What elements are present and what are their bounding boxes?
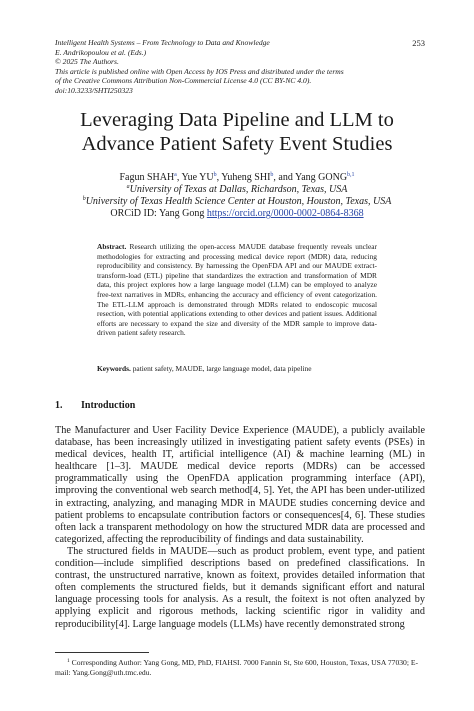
body-line: language processing tools for analysis. As a result, the foitext is not often analyzed by [55, 594, 425, 606]
abstract-text: extraction and transformation of MDR data, this project explores how a large [97, 270, 377, 290]
keywords-label: Keywords. [97, 364, 131, 373]
header-line: doi:10.3233/SHTI250323 [55, 85, 133, 95]
author-list [40, 172, 434, 184]
abstract [97, 242, 377, 338]
footnote-rule [55, 652, 149, 653]
body-line: improving the conventional web search method[4, 5]. Yet, the API has been under- [55, 485, 395, 497]
header-line: E. Andrikopoulou et al. (Eds.) [55, 47, 147, 57]
body-line: applying explicit and rigorous methods, lacking scientific rigor in validity and [55, 606, 425, 618]
abstract-text: data, reducing reproducibility and consistency. By harnessing the OpenFDA API [97, 251, 377, 271]
header-line: of the Creative Commons Attribution Non-Commercial License 4.0 (CC BY-NC 4.0). [55, 76, 312, 86]
abstract-text: enhancing the accuracy and efficiency of event categorization. The ETL-LLM [97, 289, 377, 309]
affiliation [40, 196, 434, 208]
title-line: Leveraging Data Pipeline and LLM to [80, 109, 394, 131]
footnote-text: 77030; E-mail: Yang.Gong@uth.tmc.edu. [55, 658, 419, 677]
body-line: reproducibility[4]. Large language models (LLMs) have recently demonstrated strong [55, 618, 405, 630]
keywords-text: patient safety, MAUDE, large language model, data pipeline [132, 364, 312, 373]
abstract-text: efforts are necessary to expand the size and diversity of the MDR sample to improve [97, 318, 360, 328]
author-affil-mark[interactable]: b,1 [347, 172, 355, 178]
footnote-mark: 1 [67, 658, 70, 664]
body-line: The structured fields in MAUDE—such as product problem, event type, and patient [67, 545, 425, 557]
abstract-text: approach is demonstrated through MDRs related to endoscopic mucosal resection, [97, 299, 377, 319]
author-affil-mark[interactable]: b [270, 172, 274, 178]
body-line: sustainability. [307, 533, 364, 545]
author-separator: , [176, 172, 180, 183]
affiliation-text: University of Texas Health Science Center at Houston, Houston, Texas, USA [85, 196, 392, 207]
body-line: condition—include simplified descriptions based on predefined classifications. In [55, 558, 425, 570]
header-line: This article is published online with Open Access by IOS Press and distributed under the terms [55, 66, 344, 76]
body-text [55, 425, 425, 631]
orcid-label: ORCiD ID: Yang Gong [110, 208, 205, 219]
author-affil-mark[interactable]: a [174, 172, 177, 178]
running-header [55, 38, 435, 96]
orcid-link[interactable]: https://orcid.org/0000-0002-0864-8368 [206, 208, 364, 219]
abstract-text: with potential applications extending to other devices and patient issues. Additional [127, 309, 377, 319]
page-number: 253 [412, 38, 425, 48]
body-line: device and patient problems to encapsulate contribution factors or consequences[4, 6]. [55, 497, 426, 521]
body-line: The Manufacturer and User Facility Device Experience (MAUDE), a publicly available [55, 425, 425, 436]
section-title: Introduction [81, 400, 136, 411]
abstract-text: unclear methodologies for extracting and processing medical device report (MDR) [97, 242, 377, 261]
abstract-text: data-driven patient safety research. [97, 318, 378, 338]
body-line: contrast, the unstructured narrative, known as foitext, provides detailed information that [55, 570, 425, 582]
header-line: © 2025 The Authors. [55, 57, 119, 67]
affiliation-text: University of Texas at Dallas, Richardson, Texas, USA [129, 184, 348, 195]
footnote [55, 657, 425, 677]
title-line: Advance Patient Safety Event Studies [81, 133, 393, 155]
abstract-label: Abstract. [97, 242, 127, 251]
body-line: healthcare [1–3]. MAUDE medical device reports (MDRs) can be accessed [55, 461, 425, 473]
body-line: medical devices, health IT, artificial intelligence (AI) & machine learning (ML) in [55, 449, 425, 461]
abstract-text: Research utilizing the open-access MAUDE database frequently reveals [129, 242, 353, 251]
author-separator: , [216, 172, 220, 183]
footnote-text: Corresponding Author: Yang Gong, MD, PhD, FIAHSI. 7000 Fannin St, Ste 600, Houston, Texas, USA [71, 658, 386, 667]
paragraph [55, 425, 425, 546]
author-name: Yuheng SHI [221, 172, 271, 183]
body-line: processed and categorized, affecting the reproducibility of findings and data [55, 521, 425, 545]
body-line: These studies often lack a transparent methodology on how the structured MDR data are [55, 509, 426, 533]
section-heading [55, 400, 135, 411]
orcid-line [40, 208, 434, 220]
abstract-text: language model (LLM) can be employed to analyze free-text narratives in MDRs, [97, 280, 377, 299]
abstract-text: and our MAUDE extract-transform-load (ETL) pipeline that standardizes the [97, 261, 378, 280]
author-affil-mark[interactable]: b [213, 172, 217, 178]
paragraph [55, 546, 425, 631]
paper-title [40, 108, 434, 156]
affiliation-mark: b [82, 196, 86, 202]
header-line: Intelligent Health Systems – From Technology to Data and Knowledge [55, 38, 270, 47]
body-line: often complements the structured fields, but it demands significant effort and natural [55, 582, 425, 594]
author-separator: , [273, 172, 276, 183]
affiliation-mark: a [126, 184, 130, 190]
keywords [97, 364, 377, 374]
author-name: Yue YU [181, 172, 214, 183]
author-name: Fagun SHAH [119, 172, 175, 183]
body-line: programmatically using the OpenFDA application programming interface (API), [55, 473, 425, 485]
section-number: 1. [55, 400, 63, 411]
author-block [40, 172, 434, 220]
author-name: and Yang GONG [278, 172, 348, 183]
affiliation [40, 184, 434, 196]
body-line: utilized in extracting, analyzing, and managing MDR in MAUDE studies concerning [55, 485, 425, 509]
body-line: database, has been increasingly utilized in investigating patient safety events (PSEs) in [55, 437, 425, 449]
